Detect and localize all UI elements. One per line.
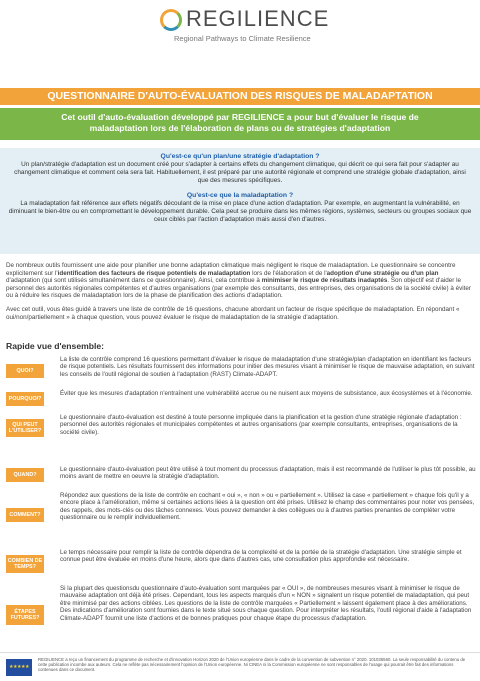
definition-question: Qu'est-ce que la maladaptation ? [186,192,294,199]
eu-flag-icon [6,659,32,676]
overview-tag: POURQUOI? [6,392,44,406]
intro-paragraph-2: Avec cet outil, vous êtes guidé à travers une liste de contrôle de 16 questions, chacune abordant un facteur de risque spécifique de maladaptation. En répondant « oui/non/partiellement » à chaque question, vous pouvez évaluer le risque de maladaptation de la stratégie d'adaptation. [6,305,460,321]
logo-tagline: Regional Pathways to Climate Resilience [174,34,311,43]
overview-tag: ÉTAPES FUTURES? [6,605,44,625]
overview-title: Rapide vue d'ensemble: [6,341,105,351]
eu-stars: ★★★★★ [9,664,29,670]
intro-text [6,262,474,327]
logo-ring-icon [160,9,182,31]
overview-tag: QUAND? [6,468,44,482]
overview-text: Le temps nécessaire pour remplir la liste de contrôle dépendra de la complexité et de la portée de la stratégie d'adaptation. Une stratégie simple et connue peut être évaluée en moins d'une heure, alors que dans d'autres cas, une consultation plus approfondie est nécessaire. [60,549,462,564]
definition-question: Qu'est-ce qu'un plan/une stratégie d'adaptation ? [160,153,320,160]
intro-text-span: d'adaptation (qui sont utilisés simultanément dans ce questionnaire). Ainsi, cela contribue à [6,277,262,285]
footer [0,652,480,681]
overview-row-qui [0,412,480,444]
intro-text-span: lors de l'élaboration et de l' [250,269,327,277]
overview-text: Le questionnaire d'auto-évaluation peut être utilisé à tout moment du processus d'adaptation, mais il est recommandé de l'utiliser le plus tôt possible, au moins avant de mettre en oeuvre la stratégie d'adaptation. [60,466,476,481]
definition-answer: Un plan/stratégie d'adaptation est un document créé pour s'adapter à certains effets du changement climatique, qui décrit ce qui sera fait pour s'adapter au changement climatique et comment cela sera fait. Habituellement, il est préparé par une autorité régionale et comprend une stratégie globale d'adaptation, ainsi que des mesures spécifiques. [14,161,466,184]
funding-disclaimer: REGILIENCE a reçu un financement du programme de recherche et d'innovation Horizon 2020 de l'Union européenne dans le cadre de la convention de subvention n° 2020. 101036560. La seule responsabilité du contenu de cette publication incombe aux auteurs. Cela ne reflète pas nécessairement l'opinion de l'Union européenne. Ni CINEA ni la Commission européenne ne sont responsables de l'usage qui pourrait être fait des informations contenues dans ce document. [38,657,466,673]
overview-text: Éviter que les mesures d'adaptation n'entraînent une vulnérabilité accrue ou ne nuisent aux moyens de subsistance, aux écosystèmes et à l'économie. [60,390,473,397]
intro-bold-span: minimiser le risque de résultats inadaptés [261,277,388,285]
intro-paragraph-1 [6,262,474,300]
definitions-box [0,148,480,254]
overview-row-pourquoi [0,390,480,410]
overview-tag: COMMENT? [6,508,44,522]
overview-tag: QUOI? [6,364,44,378]
overview-row-comment [0,490,480,540]
definition-answer: La maladaptation fait référence aux effets négatifs découlant de la mise en place d'une action d'adaptation. Par exemple, en augmentant la vulnérabilité, en diminuant le bien-être ou en compromettant le développement durable. Cela peut se produire dans les mêmes régions, systèmes, secteurs ou groupes sociaux que ceux ciblés par l'action d'adaptation mais aussi d'en d'autres. [8,200,472,223]
subtitle-banner [0,108,480,140]
overview-text: La liste de contrôle comprend 16 questions permettant d'évaluer le risque de maladaptation d'une stratégie/plan d'adaptation en identifiant les facteurs de risque potentiels. Les résultats fournissent des informations pour initier des mesures visant à minimiser le risque de mauvaise adaptation, en suivant les conseils de l'outil régional de soutien à l'adaptation (RAST) Climate-ADAPT. [60,356,475,378]
header [0,0,480,56]
intro-text-span: . Son objectif est d'aider le personnel des autorités régionales compétentes et d'autres organisations (par exemple des consultants, des entreprises, des organisations de la société civile) à éviter ou à réduire les risques de maladaptation lors de la phase de planification des actions d'adaptation. [6,277,471,300]
logo-text: REGILIENCE [186,6,330,31]
overview-text: Répondez aux questions de la liste de contrôle en cochant « oui », « non » ou « partiellement ». Utilisez la case « partiellement » chaque fois qu'il y a encore place à l'amélioration, même si certaines actions liées à la question ont été prises. Utilisez le champ des commentaires pour noter vos pensées, des rappels, des mots-clés ou des tâches connexes. Vous pouvez demander à des collègues ou à d'autres parties prenantes de compléter votre questionnaire ou le remplir individuellement. [60,492,475,522]
intro-text-span: De nombreux outils fournissent une aide pour planifier une bonne adaptation climatique mais négligent le risque de maladaptation. Le questionnaire se concentre explicitement sur l' [6,262,456,277]
overview-tag: COMBIEN DE TEMPS? [6,555,44,573]
overview-row-quand [0,466,480,486]
overview-text: Le questionnaire d'auto-évaluation est destiné à toute personne impliquée dans la planification et la gestion d'une stratégie régionale d'adaptation : personnel des autorités régionales et municipales compétentes et autres organisations (par exemple consultants, entreprises, organisations de la société civile). [60,414,462,436]
page-title: QUESTIONNAIRE D'AUTO-ÉVALUATION DES RISQUES DE MALADAPTATION [0,88,480,105]
overview-row-etapes [0,585,480,645]
subtitle-line-1: Cet outil d'auto-évaluation développé par REGILIENCE a pour but d'évaluer le risque de [61,112,419,122]
overview-row-quoi [0,356,480,386]
overview-row-combien [0,549,480,583]
overview-tag: QUI PEUT L'UTILISER? [6,419,44,437]
subtitle-line-2: maladaptation lors de l'élaboration de plans ou de stratégies d'adaptation [89,123,391,133]
regilience-logo [160,6,380,50]
intro-bold-span: identification des facteurs de risque potentiels de maladaptation [57,269,251,277]
intro-bold-span: adoption d'une stratégie ou d'un plan [326,269,439,277]
overview-text: Si la plupart des questionsdu questionnaire d'auto-évaluation sont marquées par « OUI », de nombreuses mesures visant à minimiser le risque de mauvaise adaptation ont déjà été prises. Cependant, tous les aspects marqués d'un « NON » signalent un risque potentiel de maladaptation, qui peut être minimisé par des actions ciblées. Les questions de la liste de contrôle marquées « Partiellement » laissent également place à des améliorations. Des indications d'amélioration sont fournies dans le texte situé sous chaque question. Pour interpréter les résultats, l'outil régional d'aide à l'adaptation Climate-ADAPT fournit une liste d'actions et de bonnes pratiques pour chaque étape du processus d'adaptation. [60,585,472,622]
